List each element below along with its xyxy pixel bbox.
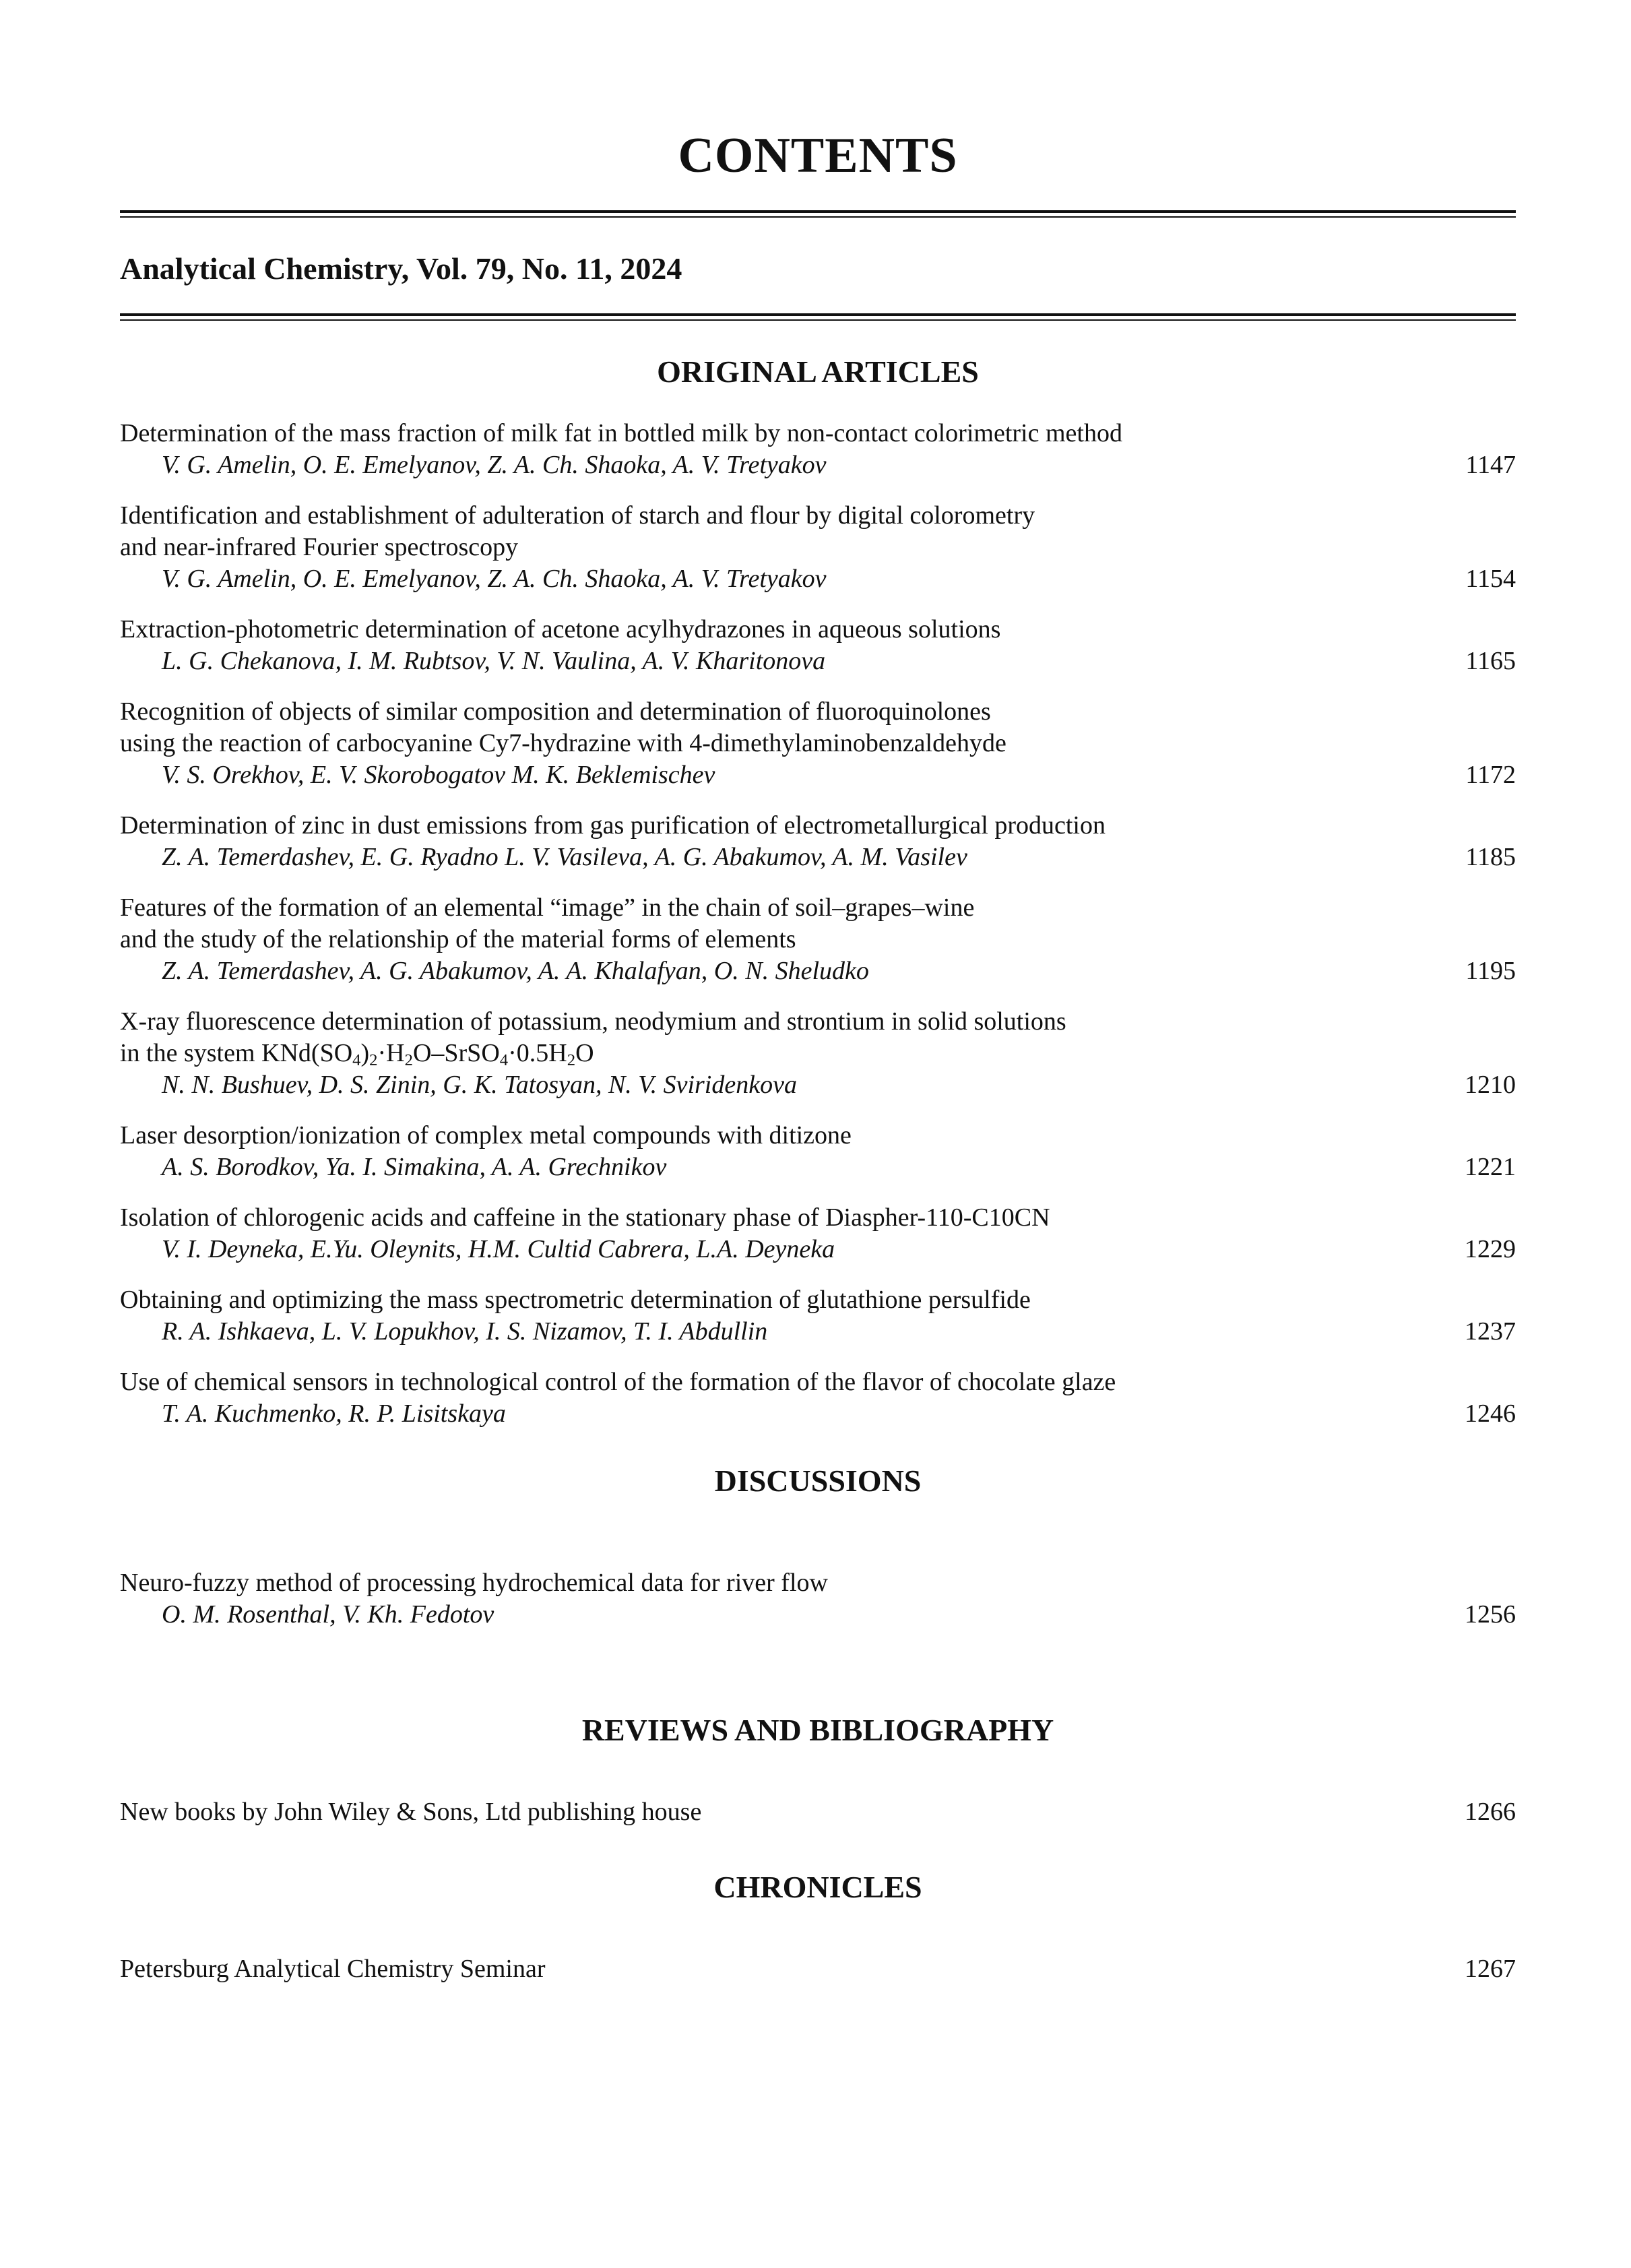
entry-page-number: 1210 [1465, 1071, 1516, 1099]
formula-text: O [575, 1039, 594, 1067]
formula-text: ) [360, 1039, 370, 1067]
formula-subscript: 2 [404, 1051, 413, 1070]
entry-title-line: Laser desorption/ionization of complex metal compounds with ditizone [120, 1121, 852, 1149]
toc-entry[interactable] [120, 614, 1516, 677]
entry-title-line: and the study of the relationship of the material forms of elements [120, 925, 796, 953]
toc-entry[interactable] [120, 1284, 1516, 1348]
entry-title-line: Identification and establishment of adulteration of starch and flour by digital colorometry [120, 501, 1035, 530]
entry-title-line: Recognition of objects of similar composition and determination of fluoroquinolones [120, 697, 991, 726]
formula-subscript: 4 [499, 1051, 509, 1070]
toc-entry[interactable] [120, 500, 1516, 595]
entry-page-number: 1246 [1465, 1399, 1516, 1428]
toc-entry[interactable] [120, 1796, 1516, 1828]
toc-entry[interactable] [120, 1120, 1516, 1183]
entry-authors: O. M. Rosenthal, V. Kh. Fedotov [162, 1600, 494, 1629]
formula-text: O–SrSO [412, 1039, 500, 1067]
entry-authors: T. A. Kuchmenko, R. P. Lisitskaya [162, 1399, 506, 1428]
entry-authors: V. G. Amelin, O. E. Emelyanov, Z. A. Ch. Shaoka, A. V. Tretyakov [162, 451, 827, 479]
entry-page-number: 1266 [1465, 1798, 1516, 1826]
entry-authors: L. G. Chekanova, I. M. Rubtsov, V. N. Vaulina, A. V. Kharitonova [162, 647, 826, 675]
toc-entry[interactable] [120, 810, 1516, 873]
entry-title-line: Features of the formation of an elemental “image” in the chain of soil–grapes–wine [120, 893, 975, 922]
entry-title-line: using the reaction of carbocyanine Cy7-hydrazine with 4-dimethylaminobenzaldehyde [120, 729, 1006, 757]
entry-title-line: Determination of the mass fraction of milk fat in bottled milk by non-contact colorimetric method [120, 419, 1122, 447]
toc-entry[interactable] [120, 1953, 1516, 1985]
entry-title-line: Extraction-photometric determination of acetone acylhydrazones in aqueous solutions [120, 615, 1001, 643]
section-heading: DISCUSSIONS [714, 1463, 922, 1498]
toc-sections [120, 353, 1516, 1985]
section-entries [120, 1796, 1516, 1828]
entry-title-formula-line [120, 1038, 1516, 1069]
entry-title-line: and near-infrared Fourier spectroscopy [120, 533, 519, 561]
entry-title-line: Use of chemical sensors in technological control of the formation of the flavor of chocolate glaze [120, 1368, 1116, 1396]
entry-page-number: 1256 [1465, 1600, 1516, 1629]
entry-authors: N. N. Bushuev, D. S. Zinin, G. K. Tatosyan, N. V. Sviridenkova [162, 1071, 797, 1099]
entry-title-line: Obtaining and optimizing the mass spectrometric determination of glutathione persulfide [120, 1286, 1031, 1314]
entry-page-number: 1172 [1465, 761, 1516, 789]
section-entries [120, 1567, 1516, 1631]
toc-entry[interactable] [120, 1567, 1516, 1631]
formula-subscript: 2 [567, 1051, 576, 1070]
entry-page-number: 1229 [1465, 1235, 1516, 1263]
entry-title-line: Determination of zinc in dust emissions from gas purification of electrometallurgical production [120, 811, 1106, 840]
entry-page-number: 1185 [1465, 843, 1516, 871]
entry-authors: R. A. Ishkaeva, L. V. Lopukhov, I. S. Nizamov, T. I. Abdullin [162, 1317, 768, 1346]
entry-authors: V. S. Orekhov, E. V. Skorobogatov M. K. Beklemischev [162, 761, 715, 789]
entry-title-line: New books by John Wiley & Sons, Ltd publishing house [120, 1798, 702, 1826]
formula-subscript: 4 [352, 1051, 361, 1070]
entry-page-number: 1195 [1465, 957, 1516, 985]
entry-page-number: 1221 [1465, 1153, 1516, 1181]
entry-title-line: Neuro-fuzzy method of processing hydrochemical data for river flow [120, 1569, 828, 1597]
toc-entry[interactable] [120, 418, 1516, 481]
entry-page-number: 1147 [1465, 451, 1516, 479]
entry-authors: A. S. Borodkov, Ya. I. Simakina, A. A. Grechnikov [162, 1153, 667, 1181]
bottom-double-rule [120, 313, 1516, 321]
section-heading: ORIGINAL ARTICLES [657, 354, 979, 389]
entry-page-number: 1154 [1465, 565, 1516, 593]
formula-text: in the system KNd(SO [120, 1039, 353, 1067]
page-title: CONTENTS [678, 128, 958, 183]
entry-title-line: Isolation of chlorogenic acids and caffeine in the stationary phase of Diaspher-110-C10CN [120, 1203, 1050, 1232]
entry-authors: V. I. Deyneka, E.Yu. Oleynits, H.M. Cultid Cabrera, L.A. Deyneka [162, 1235, 835, 1263]
toc-entry[interactable] [120, 1202, 1516, 1265]
entry-authors: Z. A. Temerdashev, E. G. Ryadno L. V. Vasileva, A. G. Abakumov, A. M. Vasilev [162, 843, 967, 871]
entry-title-line: Petersburg Analytical Chemistry Seminar [120, 1955, 546, 1983]
entry-page-number: 1165 [1465, 647, 1516, 675]
toc-entry[interactable] [120, 1006, 1516, 1101]
section-entries [120, 1953, 1516, 1985]
section-heading: REVIEWS AND BIBLIOGRAPHY [581, 1713, 1054, 1747]
section-entries [120, 418, 1516, 1430]
entry-authors: V. G. Amelin, O. E. Emelyanov, Z. A. Ch. Shaoka, A. V. Tretyakov [162, 565, 827, 593]
top-double-rule [120, 210, 1516, 218]
entry-page-number: 1267 [1465, 1955, 1516, 1983]
toc-entry[interactable] [120, 1366, 1516, 1430]
toc-entry[interactable] [120, 696, 1516, 791]
section-heading: CHRONICLES [713, 1870, 922, 1904]
formula-text: ·0.5H [508, 1039, 567, 1067]
toc-entry[interactable] [120, 892, 1516, 987]
formula-subscript: 2 [369, 1051, 378, 1070]
journal-line: Analytical Chemistry, Vol. 79, No. 11, 2024 [120, 251, 682, 286]
entry-page-number: 1237 [1465, 1317, 1516, 1346]
contents-page [120, 0, 1516, 1985]
entry-title-line: X-ray fluorescence determination of potassium, neodymium and strontium in solid solutions [120, 1007, 1066, 1036]
formula-text: ·H [377, 1039, 405, 1067]
entry-authors: Z. A. Temerdashev, A. G. Abakumov, A. A. Khalafyan, O. N. Sheludko [162, 957, 869, 985]
